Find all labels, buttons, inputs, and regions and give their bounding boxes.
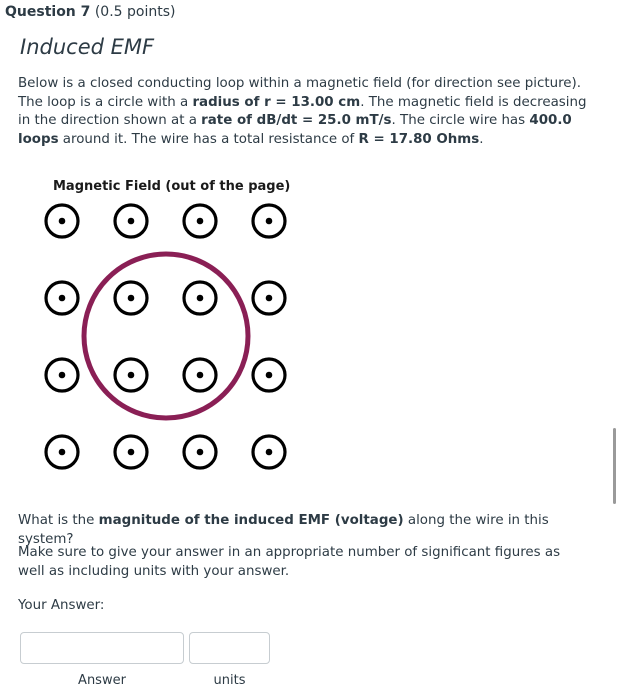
- your-answer-label: Your Answer:: [18, 598, 105, 613]
- question-header: [5, 4, 175, 20]
- prompt-text-2: along the wire in this system?: [18, 513, 549, 547]
- desc-text-3: . The circle wire has: [391, 113, 530, 128]
- problem-description: [18, 75, 593, 149]
- units-input[interactable]: [189, 632, 270, 664]
- question-title: Induced EMF: [20, 35, 155, 59]
- prompt-text-1: What is the: [18, 513, 99, 528]
- dot-in-circle-icon: [115, 205, 147, 237]
- dot-in-circle-icon: [46, 359, 78, 391]
- sig-figs-instructions: Make sure to give your answer in an appropriate number of significant figures as well as including units with your answer.: [18, 545, 561, 579]
- dot-in-circle-icon: [115, 359, 147, 391]
- dot-in-circle-icon: [46, 205, 78, 237]
- page-scrollbar[interactable]: [613, 428, 616, 504]
- answer-input[interactable]: [20, 632, 184, 664]
- dot-in-circle-icon: [253, 282, 285, 314]
- figure-caption: Magnetic Field (out of the page): [53, 179, 291, 194]
- dot-in-circle-icon: [46, 436, 78, 468]
- dot-in-circle-icon: [46, 282, 78, 314]
- dot-in-circle-icon: [184, 359, 216, 391]
- conducting-loop: [84, 254, 248, 418]
- dot-in-circle-icon: [253, 436, 285, 468]
- desc-rate: rate of dB/dt = 25.0 mT/s: [201, 113, 392, 128]
- magnetic-field-figure: [35, 176, 305, 476]
- dot-in-circle-icon: [184, 282, 216, 314]
- desc-text-1: Below is a closed conducting loop within a magnetic field (for direction see picture). The loop is a circle with a: [18, 76, 582, 110]
- desc-radius: radius of r = 13.00 cm: [192, 94, 361, 110]
- answer-input-label: Answer: [78, 673, 126, 688]
- desc-text-5: .: [479, 131, 484, 147]
- desc-resistance: R = 17.80 Ohms: [358, 131, 480, 147]
- question-points: (0.5 points): [94, 4, 176, 20]
- dot-in-circle-icon: [115, 282, 147, 314]
- dot-in-circle-icon: [253, 205, 285, 237]
- desc-text-2: . The magnetic field is decreasing in the direction shown at a: [18, 94, 587, 128]
- dot-in-circle-icon: [184, 436, 216, 468]
- question-number: Question 7: [5, 4, 91, 20]
- dot-in-circle-icon: [115, 436, 147, 468]
- prompt-emphasis: magnitude of the induced EMF (voltage): [98, 513, 404, 528]
- desc-text-4: around it. The wire has a total resistance of: [58, 131, 359, 147]
- dot-in-circle-icon: [253, 359, 285, 391]
- desc-loops: 400.0 loops: [18, 113, 572, 147]
- field-diagram: [35, 176, 305, 476]
- dot-in-circle-icon: [184, 205, 216, 237]
- units-input-label: units: [213, 673, 246, 688]
